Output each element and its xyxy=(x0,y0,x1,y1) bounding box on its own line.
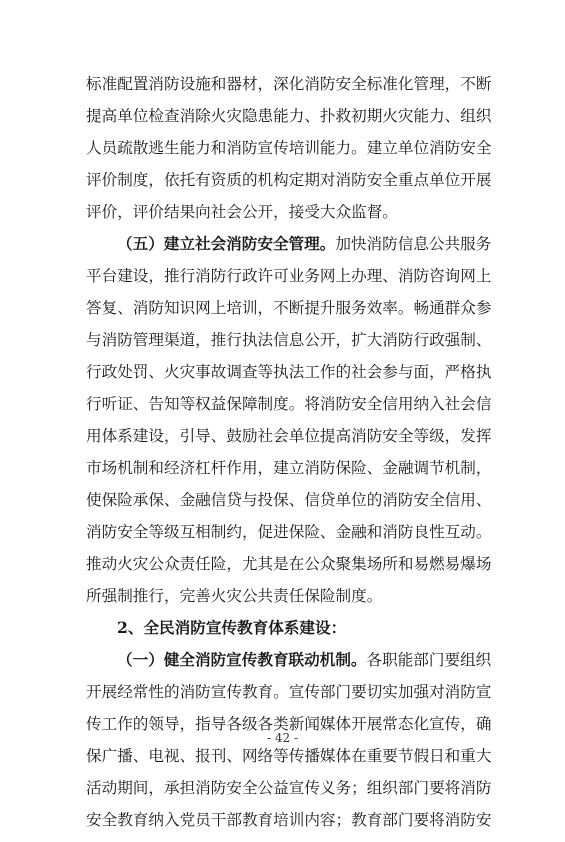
text-line: 消防安全等级互相制约，促进保险、金融和消防良性互动。 xyxy=(86,523,492,541)
text-line: 推动火灾公众责任险，尤其是在公众聚集场所和易燃易爆场 xyxy=(86,555,492,573)
text-line: 安全教育纳入党员干部教育培训内容；教育部门要将消防安 xyxy=(86,811,492,829)
text-line: 提高单位检查消除火灾隐患能力、扑救初期火灾能力、组织 xyxy=(86,107,492,125)
text-line: 标准配置消防设施和器材，深化消防安全标准化管理，不断 xyxy=(86,75,492,93)
text-line: 所强制推行，完善火灾公共责任保险制度。 xyxy=(86,587,383,605)
text-line: 评价制度，依托有资质的机构定期对消防安全重点单位开展 xyxy=(86,171,492,189)
body-text xyxy=(86,74,492,842)
text-line xyxy=(86,650,492,682)
text-line: 保广播、电视、报刊、网络等传播媒体在重要节假日和重大 xyxy=(86,747,492,765)
text-line: 与消防管理渠道，推行执法信息公开，扩大消防行政强制、 xyxy=(86,331,492,349)
text-line: 行政处罚、火灾事故调查等执法工作的社会参与面，严格执 xyxy=(86,363,492,381)
text-line: 使保险承保、金融信贷与投保、信贷单位的消防安全信用、 xyxy=(86,491,492,509)
text-line: 平台建设，推行消防行政许可业务网上办理、消防咨询网上 xyxy=(86,267,492,285)
text-line: 行听证、告知等权益保障制度。将消防安全信用纳入社会信 xyxy=(86,395,492,413)
text-run: 各职能部门要组织 xyxy=(366,651,492,669)
text-line: 传工作的领导，指导各级各类新闻媒体开展常态化宣传，确 xyxy=(86,715,492,733)
text-line: 开展经常性的消防宣传教育。宣传部门要切实加强对消防宣 xyxy=(86,683,492,701)
text-line: 活动期间，承担消防安全公益宣传义务；组织部门要将消防 xyxy=(86,779,492,797)
text-line: 市场机制和经济杠杆作用，建立消防保险、金融调节机制， xyxy=(86,459,492,477)
page-number: - 42 - xyxy=(266,731,298,745)
text-run: 加快消防信息公共服务 xyxy=(335,235,492,253)
text-line: 评价，评价结果向社会公开，接受大众监督。 xyxy=(86,203,398,221)
text-line: 答复、消防知识网上培训，不断提升服务效率。畅通群众参 xyxy=(86,299,492,317)
paragraph-heading: （五）建立社会消防安全管理。 xyxy=(117,234,336,253)
text-line xyxy=(86,234,492,266)
text-line: 用体系建设，引导、鼓励社会单位提高消防安全等级，发挥 xyxy=(86,427,492,445)
paragraph-heading: （一）健全消防宣传教育联动机制。 xyxy=(117,650,367,669)
section-heading: 2、全民消防宣传教育体系建设： xyxy=(117,618,347,637)
text-line: 人员疏散逃生能力和消防宣传培训能力。建立单位消防安全 xyxy=(86,139,492,157)
